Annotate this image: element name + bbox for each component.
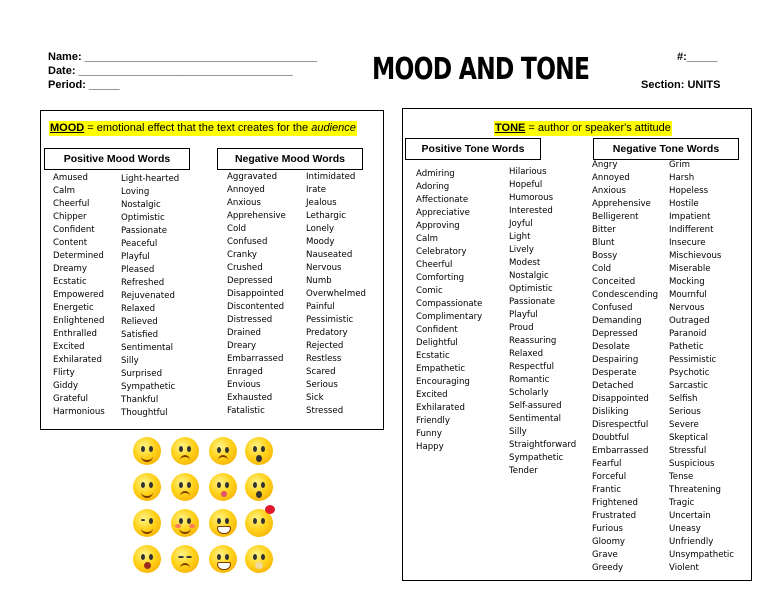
word-item: Stressful [669,446,707,456]
word-item: Grateful [53,394,88,404]
word-item: Thoughtful [121,408,168,418]
word-item: Fearful [592,459,622,469]
word-item: Predatory [306,328,348,338]
mood-box [40,110,384,430]
word-item: Playful [509,310,538,320]
blushing-face-icon [171,509,199,537]
word-item: Tense [669,472,694,482]
grinning-face-icon [133,473,161,501]
word-item: Condescending [592,290,659,300]
tone-box [402,108,752,581]
number-field[interactable]: #:_____ [677,51,718,63]
word-item: Loving [121,187,150,197]
word-item: Interested [509,206,553,216]
word-item: Uncertain [669,511,711,521]
word-item: Annoyed [592,173,630,183]
word-item: Depressed [592,329,638,339]
sleepy-face-icon [171,545,199,573]
word-item: Energetic [53,303,94,313]
word-item: Excited [416,390,448,400]
word-item: Sick [306,393,324,403]
word-item: Desolate [592,342,630,352]
word-item: Thankful [121,395,159,405]
word-item: Amused [53,173,88,183]
section-label: Section: UNITS [641,79,721,91]
word-item: Uneasy [669,524,701,534]
word-item: Relaxed [121,304,156,314]
smiling-face-icon [133,437,161,465]
negative-mood-col1 [227,171,286,418]
tone-term: TONE [495,122,526,134]
word-item: Selfish [669,394,698,404]
word-item: Distressed [227,315,273,325]
word-item: Humorous [509,193,554,203]
word-item: Tender [509,466,538,476]
word-item: Serious [669,407,701,417]
positive-tone-col1 [416,168,482,454]
word-item: Nervous [306,263,342,273]
negative-mood-heading: Negative Mood Words [217,148,363,170]
open-mouth-face-icon [133,545,161,573]
word-item: Nostalgic [509,271,549,281]
word-item: Gloomy [592,537,626,547]
word-item: Apprehensive [227,211,286,221]
word-item: Frantic [592,485,622,495]
word-item: Cheerful [416,260,453,270]
word-item: Hopeful [509,180,543,190]
word-item: Anxious [227,198,261,208]
word-item: Pessimistic [306,315,354,325]
word-item: Determined [53,251,104,261]
word-item: Painful [306,302,335,312]
word-item: Content [53,238,88,248]
word-item: Proud [509,323,534,333]
word-item: Skeptical [669,433,709,443]
word-item: Rejuvenated [121,291,175,301]
word-item: Exhausted [227,393,273,403]
word-item: Sarcastic [669,381,709,391]
word-item: Relieved [121,317,158,327]
surprised-face-icon [245,437,273,465]
word-item: Comic [416,286,443,296]
positive-mood-col2 [121,173,179,420]
word-item: Nauseated [306,250,353,260]
word-item: Violent [669,563,699,573]
word-item: Fatalistic [227,406,265,416]
confused-face-icon [245,545,273,573]
date-field[interactable]: Date: ___________________________________ [48,65,293,77]
angry-face-icon [209,437,237,465]
word-item: Romantic [509,375,550,385]
word-item: Apprehensive [592,199,651,209]
word-item: Despairing [592,355,639,365]
word-item: Frightened [592,498,638,508]
word-item: Empathetic [416,364,466,374]
word-item: Confused [227,237,268,247]
word-item: Crushed [227,263,263,273]
word-item: Cranky [227,250,258,260]
word-item: Calm [416,234,439,244]
word-item: Paranoid [669,329,707,339]
word-item: Disrespectful [592,420,649,430]
tone-definition [494,121,672,136]
word-item: Passionate [509,297,556,307]
word-item: Lethargic [306,211,346,221]
word-item: Intimidated [306,172,356,182]
word-item: Cheerful [53,199,90,209]
word-item: Moody [306,237,335,247]
mood-definition [49,121,357,136]
word-item: Discontented [227,302,285,312]
word-item: Doubtful [592,433,630,443]
word-item: Comforting [416,273,465,283]
word-item: Greedy [592,563,624,573]
word-item: Celebratory [416,247,467,257]
word-item: Bitter [592,225,616,235]
word-item: Pathetic [669,342,704,352]
word-item: Depressed [227,276,273,286]
negative-tone-col1 [592,159,658,575]
word-item: Harmonious [53,407,105,417]
word-item: Passionate [121,226,168,236]
word-item: Funny [416,429,442,439]
word-item: Scared [306,367,336,377]
word-item: Chipper [53,212,87,222]
word-item: Indifferent [669,225,714,235]
word-item: Detached [592,381,634,391]
word-item: Embarrassed [592,446,649,456]
positive-mood-heading: Positive Mood Words [44,148,190,170]
word-item: Hostile [669,199,699,209]
word-item: Frustrated [592,511,637,521]
word-item: Rejected [306,341,344,351]
word-item: Excited [53,342,85,352]
word-item: Compassionate [416,299,483,309]
word-item: Lonely [306,224,335,234]
word-item: Satisfied [121,330,159,340]
word-item: Disliking [592,407,629,417]
positive-tone-col2 [509,166,576,478]
word-item: Insecure [669,238,706,248]
word-item: Joyful [509,219,533,229]
word-item: Embarrassed [227,354,284,364]
word-item: Angry [592,160,618,170]
word-item: Unsympathetic [669,550,734,560]
word-item: Mournful [669,290,707,300]
word-item: Enraged [227,367,263,377]
page-title: MOOD AND TONE [372,52,590,87]
word-item: Miserable [669,264,711,274]
word-item: Optimistic [509,284,553,294]
word-item: Self-assured [509,401,562,411]
name-field[interactable]: Name: ______________________________________ [48,51,318,63]
mood-term: MOOD [50,122,85,134]
word-item: Severe [669,420,699,430]
word-item: Happy [416,442,444,452]
word-item: Peaceful [121,239,158,249]
word-item: Lively [509,245,535,255]
positive-tone-heading: Positive Tone Words [405,138,541,160]
word-item: Silly [121,356,139,366]
tongue-out-face-icon [209,473,237,501]
laughing-face-icon [209,545,237,573]
word-item: Forceful [592,472,627,482]
winking-face-icon [133,509,161,537]
word-item: Sympathetic [121,382,176,392]
word-item: Dreary [227,341,257,351]
negative-tone-col2 [669,159,734,575]
word-item: Desperate [592,368,637,378]
emoji-grid [133,437,279,579]
word-item: Admiring [416,169,455,179]
word-item: Affectionate [416,195,469,205]
word-item: Confident [416,325,458,335]
frowning-face-icon [171,437,199,465]
word-item: Mischievous [669,251,722,261]
period-field[interactable]: Period: _____ [48,79,120,91]
word-item: Serious [306,380,338,390]
word-item: Psychotic [669,368,710,378]
word-item: Pleased [121,265,155,275]
word-item: Furious [592,524,624,534]
word-item: Cold [592,264,612,274]
word-item: Enlightened [53,316,105,326]
word-item: Impatient [669,212,711,222]
word-item: Belligerent [592,212,639,222]
word-item: Optimistic [121,213,165,223]
positive-mood-col1 [53,172,105,419]
word-item: Annoyed [227,185,265,195]
word-item: Silly [509,427,527,437]
word-item: Threatening [669,485,721,495]
kissing-heart-face-icon [245,509,273,537]
word-item: Light-hearted [121,174,180,184]
word-item: Anxious [592,186,626,196]
word-item: Sentimental [121,343,174,353]
word-item: Respectful [509,362,555,372]
word-item: Ecstatic [53,277,87,287]
word-item: Empowered [53,290,104,300]
word-item: Mocking [669,277,705,287]
word-item: Overwhelmed [306,289,366,299]
word-item: Enthralled [53,329,98,339]
word-item: Exhilarated [53,355,102,365]
word-item: Adoring [416,182,450,192]
word-item: Confused [592,303,633,313]
word-item: Straightforward [509,440,577,450]
shocked-face-icon [245,473,273,501]
word-item: Cold [227,224,247,234]
word-item: Refreshed [121,278,165,288]
word-item: Playful [121,252,150,262]
word-item: Confident [53,225,95,235]
word-item: Drained [227,328,261,338]
word-item: Tragic [669,498,695,508]
word-item: Modest [509,258,541,268]
word-item: Jealous [306,198,337,208]
word-item: Giddy [53,381,79,391]
word-item: Pessimistic [669,355,717,365]
word-item: Numb [306,276,332,286]
word-item: Ecstatic [416,351,450,361]
word-item: Sympathetic [509,453,564,463]
word-item: Disappointed [227,289,284,299]
word-item: Surprised [121,369,163,379]
word-item: Grim [669,160,690,170]
word-item: Irate [306,185,326,195]
negative-tone-heading: Negative Tone Words [593,138,739,160]
word-item: Hilarious [509,167,547,177]
word-item: Approving [416,221,460,231]
word-item: Calm [53,186,76,196]
word-item: Outraged [669,316,710,326]
word-item: Harsh [669,173,695,183]
word-item: Exhilarated [416,403,465,413]
word-item: Friendly [416,416,450,426]
word-item: Bossy [592,251,618,261]
mood-definition-emphasis: audience [311,122,356,134]
word-item: Nervous [669,303,705,313]
word-item: Disappointed [592,394,649,404]
tone-definition-text: = author or speaker's attitude [525,122,671,134]
word-item: Demanding [592,316,642,326]
word-item: Scholarly [509,388,549,398]
word-item: Unfriendly [669,537,714,547]
word-item: Complimentary [416,312,483,322]
word-item: Relaxed [509,349,544,359]
word-item: Restless [306,354,342,364]
word-item: Conceited [592,277,636,287]
word-item: Flirty [53,368,75,378]
word-item: Blunt [592,238,615,248]
word-item: Hopeless [669,186,709,196]
word-item: Envious [227,380,261,390]
big-grin-face-icon [209,509,237,537]
word-item: Grave [592,550,618,560]
word-item: Light [509,232,531,242]
word-item: Delightful [416,338,458,348]
word-item: Nostalgic [121,200,161,210]
mood-definition-text: = emotional effect that the text creates for the [84,122,312,134]
negative-mood-col2 [306,171,366,418]
word-item: Sentimental [509,414,562,424]
word-item: Aggravated [227,172,278,182]
word-item: Suspicious [669,459,715,469]
word-item: Reassuring [509,336,557,346]
word-item: Encouraging [416,377,470,387]
word-item: Dreamy [53,264,87,274]
word-item: Stressed [306,406,344,416]
word-item: Appreciative [416,208,470,218]
worried-face-icon [171,473,199,501]
